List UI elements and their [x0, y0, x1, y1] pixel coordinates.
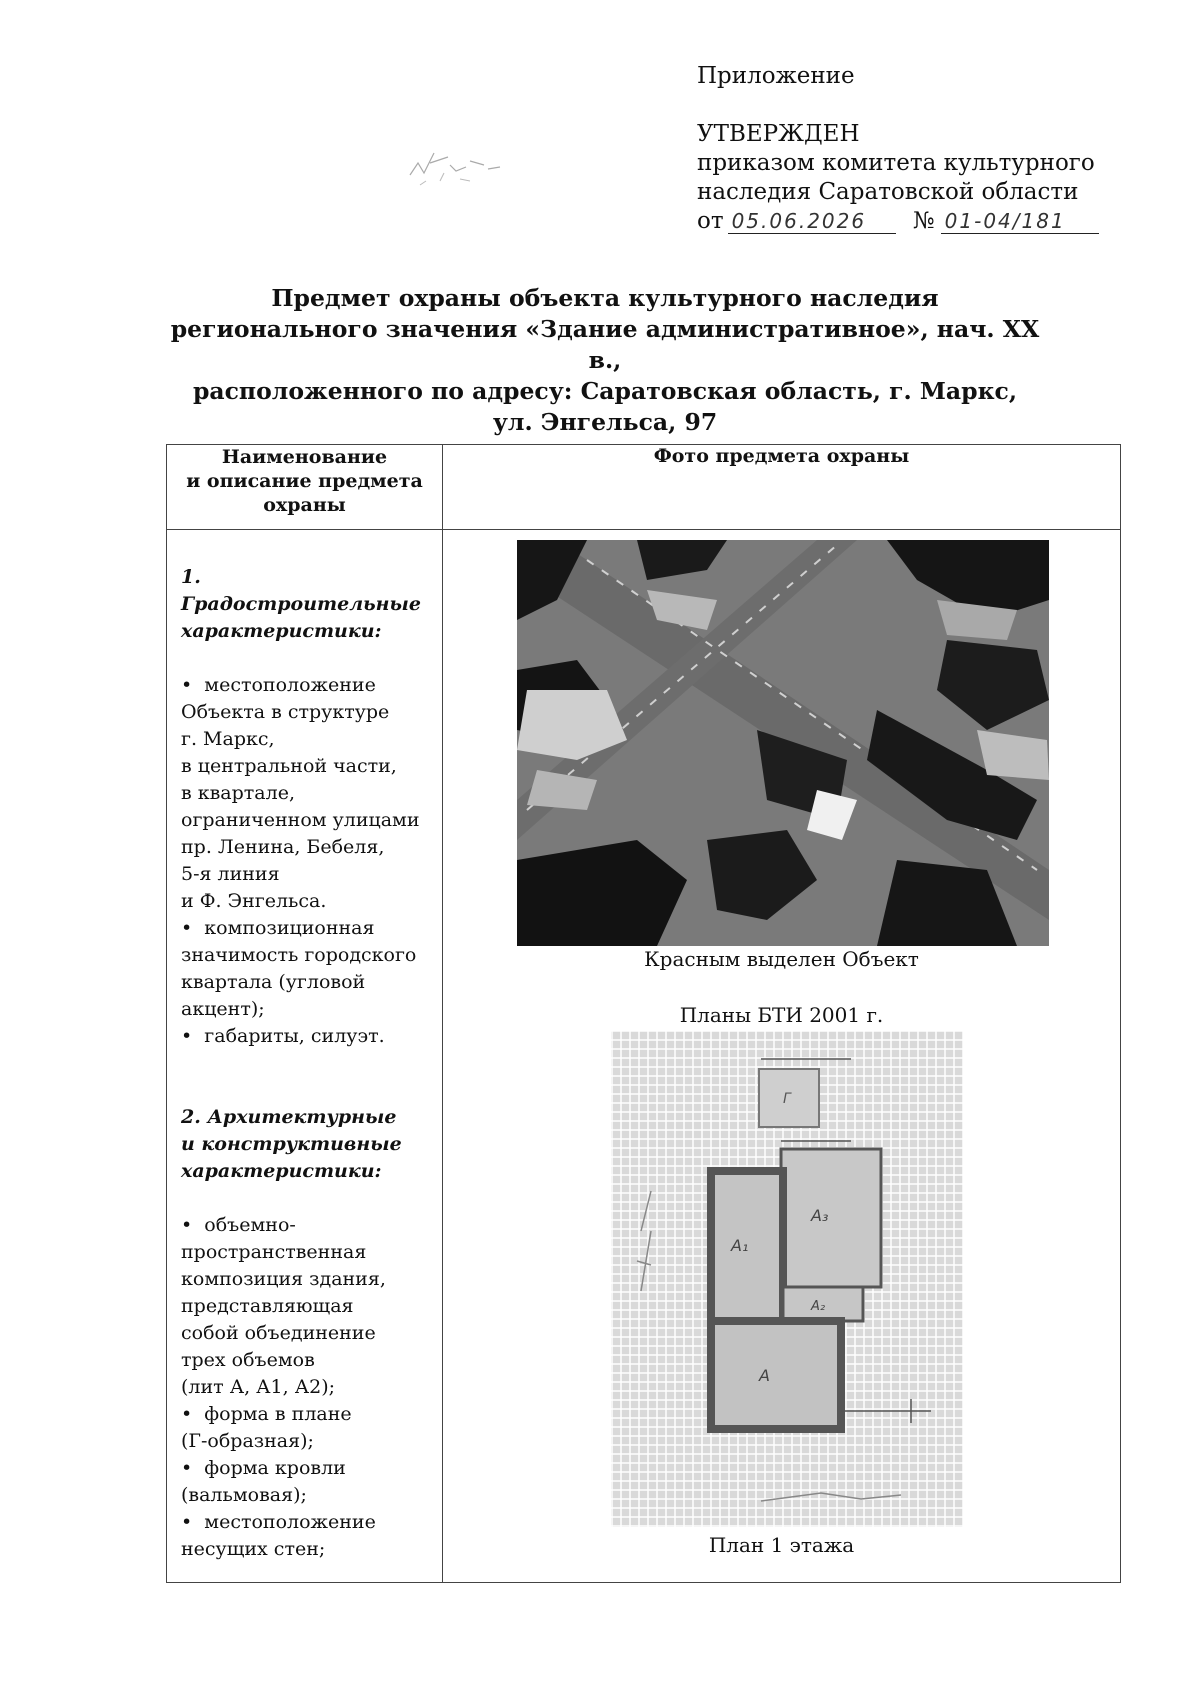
section2-item1-line: трех объемов	[181, 1349, 315, 1371]
section1-item1-line: 5-я линия	[181, 863, 280, 885]
order-date: 05.06.2026	[728, 209, 896, 234]
protection-subject-table	[166, 444, 1121, 1583]
section1-title-line: характеристики:	[181, 620, 382, 642]
section1-item1-line: в центральной части,	[181, 755, 397, 777]
section1-item1-line: ограниченном улицами	[181, 809, 420, 831]
svg-text:А: А	[759, 1366, 770, 1385]
plans-title: Планы БТИ 2001 г.	[679, 1003, 884, 1027]
section2-item2-line: • форма в плане	[181, 1401, 441, 1428]
table-body-row	[167, 530, 1121, 1583]
order-number: 01-04/181	[941, 209, 1099, 234]
photo-cell	[443, 530, 1121, 1583]
aerial-photo	[517, 540, 1049, 946]
section2-title-line: и конструктивные	[181, 1133, 402, 1155]
title-line-2: регионального значения «Здание административное», нач. XX в.,	[170, 315, 1040, 374]
section1-item1-line: г. Маркс,	[181, 728, 275, 750]
section1-item2-line: значимость городского	[181, 944, 417, 966]
approval-order-line-1: приказом комитета культурного	[697, 150, 1095, 176]
section1-item2-line: акцент);	[181, 998, 265, 1020]
section2-item1-line: пространственная	[181, 1241, 367, 1263]
floor-plan-drawing	[611, 1031, 963, 1527]
section1-item1-line: • местоположение	[181, 672, 441, 699]
svg-text:Г: Г	[783, 1091, 791, 1107]
svg-text:А₁: А₁	[731, 1236, 749, 1255]
title-line-4: ул. Энгельса, 97	[492, 408, 718, 436]
approved-label: УТВЕРЖДЕН	[697, 121, 860, 147]
approval-order-line-2: наследия Саратовской области	[697, 179, 1079, 205]
plan-caption: План 1 этажа	[708, 1533, 855, 1557]
approval-block	[697, 62, 1117, 236]
section2-item3-line: • форма кровли	[181, 1455, 441, 1482]
document-title	[170, 283, 1040, 438]
section2-item1-line: собой объединение	[181, 1322, 376, 1344]
section2-item4-line: • местоположение	[181, 1509, 441, 1536]
svg-text:А₃: А₃	[811, 1206, 829, 1225]
section1-item3-line: • габариты, силуэт.	[181, 1023, 441, 1050]
section1-item2-line: квартала (угловой	[181, 971, 366, 993]
table-header-row	[167, 445, 1121, 530]
description-cell	[167, 530, 443, 1583]
header-photo: Фото предмета охраны	[443, 445, 1121, 530]
title-line-1: Предмет охраны объекта культурного наследия	[271, 284, 939, 312]
section1-item2-line: • композиционная	[181, 915, 441, 942]
faint-stamp-mark	[400, 135, 530, 195]
photo-caption: Красным выделен Объект	[644, 947, 919, 971]
date-prefix: от	[697, 208, 724, 234]
svg-text:А₂: А₂	[811, 1299, 826, 1314]
appendix-label: Приложение	[697, 63, 855, 89]
header-col1-line: и описание предмета	[186, 470, 423, 492]
section1-item1-line: пр. Ленина, Бебеля,	[181, 836, 385, 858]
section2-item1-line: (лит А, А1, А2);	[181, 1376, 336, 1398]
section1-title-line: 1. Градостроительные	[181, 566, 421, 615]
section1-item1-line: и Ф. Энгельса.	[181, 890, 327, 912]
section2-item1-line: • объемно-	[181, 1212, 441, 1239]
section1-item1-line: Объекта в структуре	[181, 701, 390, 723]
description-text	[181, 530, 441, 1563]
section2-item1-line: представляющая	[181, 1295, 354, 1317]
section2-item2-line: (Г-образная);	[181, 1430, 314, 1452]
header-col1-line: охраны	[263, 494, 346, 516]
header-name-description	[167, 445, 443, 530]
title-line-3: расположенного по адресу: Саратовская область, г. Маркс,	[192, 377, 1018, 405]
section2-item4-line: несущих стен;	[181, 1538, 326, 1560]
number-prefix: №	[912, 208, 935, 234]
section2-title-line: характеристики:	[181, 1160, 382, 1182]
approval-date-number-line	[697, 207, 1117, 236]
section1-item1-line: в квартале,	[181, 782, 295, 804]
section2-item1-line: композиция здания,	[181, 1268, 386, 1290]
section2-title-line: 2. Архитектурные	[181, 1106, 397, 1128]
header-col1-line: Наименование	[221, 446, 388, 468]
section2-item3-line: (вальмовая);	[181, 1484, 307, 1506]
